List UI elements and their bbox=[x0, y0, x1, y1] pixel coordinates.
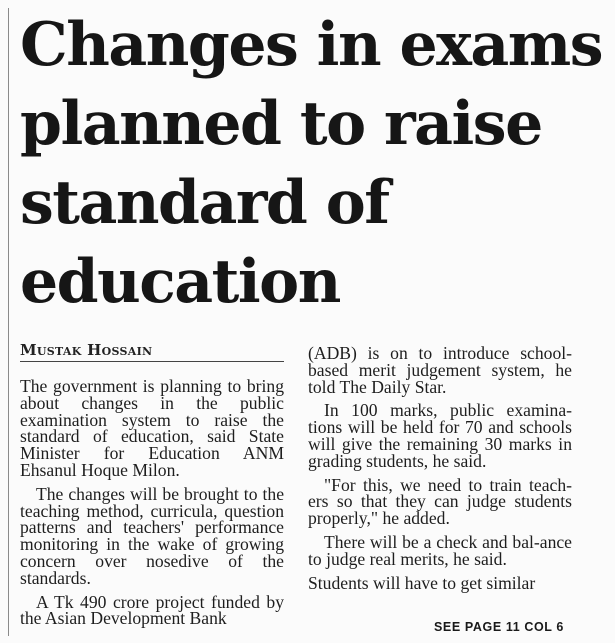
byline-rule bbox=[20, 361, 284, 362]
paragraph: There will be a check and bal-ance to judge real merits, he said. bbox=[308, 531, 572, 569]
article-column-1 bbox=[20, 378, 284, 627]
headline-line-1: Changes in exams bbox=[20, 10, 603, 80]
continuation-jump-line: SEE PAGE 11 COL 6 bbox=[434, 620, 564, 634]
paragraph: Students will have to get similar bbox=[308, 572, 536, 593]
headline-line-4: education bbox=[20, 247, 340, 317]
article-column-2 bbox=[308, 345, 572, 591]
headline bbox=[20, 6, 610, 322]
column-rule bbox=[8, 8, 9, 636]
paragraph: The government is planning to bring about changes in the public examination system to raise the standard of education, said State Minister for Education ANM Ehsanul Hoque Milon. bbox=[20, 376, 284, 480]
paragraph: In 100 marks, public examina-tions will be held for 70 and schools will give the remaining 30 marks in grading students, he said. bbox=[308, 400, 572, 471]
paragraph: "For this, we need to train teach-ers so that they can judge students properly," he added. bbox=[308, 474, 572, 529]
headline-line-2: planned to raise bbox=[20, 89, 542, 159]
byline: Mustak Hossain bbox=[20, 341, 153, 359]
headline-line-3: standard of bbox=[20, 168, 389, 238]
paragraph: A Tk 490 crore project funded by the Asian Development Bank bbox=[20, 591, 284, 629]
paragraph: (ADB) is on to introduce school-based merit judgement system, he told The Daily Star. bbox=[308, 343, 572, 397]
paragraph: The changes will be brought to the teaching method, curricula, question patterns and teachers' performance monitoring in the wake of growing concern over nosedive of the standards. bbox=[20, 483, 284, 588]
